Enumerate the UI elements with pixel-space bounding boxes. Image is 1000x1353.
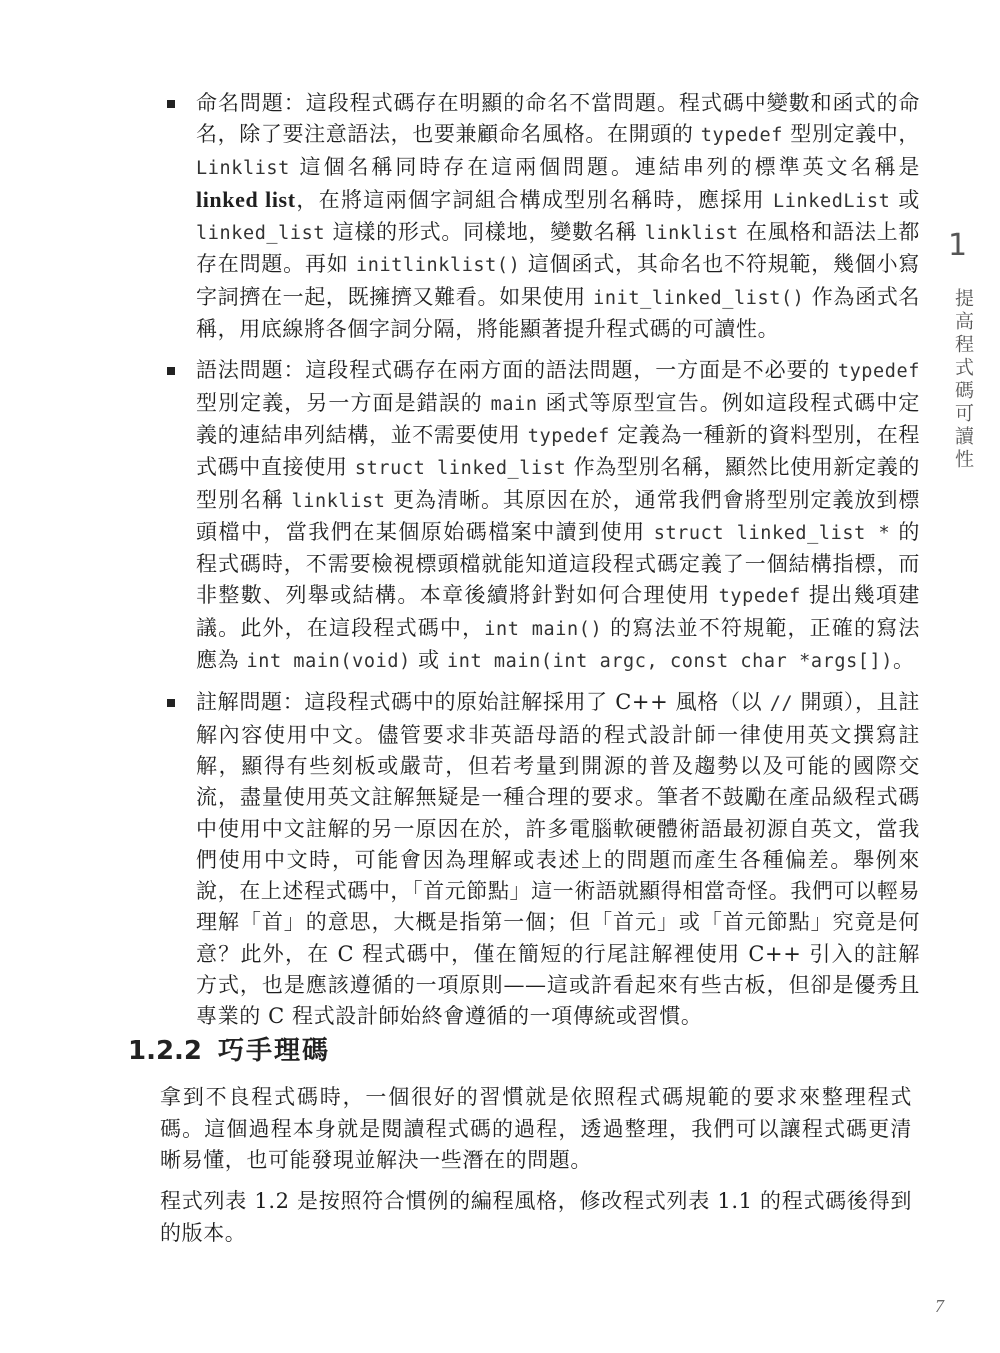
- text-run: 開頭），且註解內容使用中文。儘管要求非英語母語的程式設計師一律使用英文撰寫註解，顯得有些刻板或嚴苛，但若考量到開源的普及趨勢以及可能的國際交流，盡量使用英文註解無疑是一種合理的要求。筆者不鼓勵在產品級程式碼中使用中文註解的另一原因在於，許多電腦軟硬體術語最初源自英文，當我們使用中文時，可能會因為理解或表述上的問題而產生各種偏差。舉例來說，在上述程式碼中，「首元節點」這一術語就顯得相當奇怪。我們可以輕易理解「首」的意思，大概是指第一個；但「首元」或「首元節點」究竟是何意？此外，在 C 程式碼中，僅在簡短的行尾註解裡使用 C++ 引入的註解方式，也是應該遵循的一項原則——這或許看起來有些古板，但卻是優秀且專業的 C 程式設計師始終會遵循的一項傳統或習慣。: [196, 690, 921, 1029]
- text-run: 這個函式，其命名也不符規範，幾個小寫字詞擠在一起，既擁擠又難看。如果使用: [196, 252, 920, 309]
- section-number: 1.2.2: [128, 1036, 203, 1066]
- chapter-tab-number: 1: [948, 228, 968, 263]
- square-bullet-icon: [167, 367, 175, 375]
- bold-term: linked list: [196, 186, 296, 212]
- bullet-text: [196, 355, 920, 677]
- inline-code: int main(int argc, const char *args[]): [446, 651, 894, 673]
- text-run: 作為型別名稱，顯然比使用新定義的型別名稱: [196, 455, 920, 512]
- chapter-tab-title: 提高程式碼可讀性: [952, 288, 974, 472]
- text-run: 註解問題：這段程式碼中的原始註解採用了 C++ 風格（以: [196, 690, 770, 715]
- text-run: 函式等原型宣告。例如這段程式碼中定義的連結串列結構，並不需要使用: [196, 390, 920, 447]
- text-run: 命名問題：這段程式碼存在明顯的命名不當問題。程式碼中變數和函式的命名，除了要注意語法，也要兼顧命名風格。在開頭的: [196, 91, 920, 147]
- body-paragraph: 拿到不良程式碼時，一個很好的習慣就是依照程式碼規範的要求來整理程式碼。這個過程本身就是閱讀程式碼的過程，透過整理，我們可以讓程式碼更清晰易懂，也可能發現並解決一些潛在的問題。: [160, 1085, 912, 1172]
- bullet-text: [196, 88, 920, 345]
- text-run: 或: [410, 648, 447, 673]
- text-run: 提出幾項建議。此外，在這段程式碼中，: [196, 583, 920, 640]
- inline-code: linklist: [291, 490, 386, 512]
- section-title: 巧手理碼: [218, 1036, 331, 1066]
- inline-code: Linklist: [196, 157, 290, 179]
- inline-code: struct linked_list: [354, 458, 567, 480]
- text-run: ，在將這兩個字詞組合構成型別名稱時，應採用: [295, 187, 773, 212]
- inline-code: initlinklist(): [356, 255, 521, 277]
- inline-code: //: [769, 693, 794, 715]
- text-run: 定義為一種新的資料型別，在程式碼中直接使用: [196, 422, 920, 480]
- text-run: 作為函式名稱，用底線將各個字詞分隔，將能顯著提升程式碼的可讀性。: [196, 284, 920, 342]
- page-number: 7: [935, 1296, 944, 1316]
- section-heading: [128, 1030, 330, 1070]
- square-bullet-icon: [167, 699, 175, 707]
- inline-code: main: [490, 393, 538, 415]
- issue-bullet-list: [160, 88, 920, 1043]
- text-run: 型別定義中，: [782, 122, 921, 147]
- bullet-naming-issues: [160, 88, 920, 345]
- bullet-syntax-issues: [160, 355, 920, 677]
- body-paragraph: 程式列表 1.2 是按照符合慣例的編程風格，修改程式列表 1.1 的程式碼後得到的版本。: [160, 1189, 912, 1245]
- square-bullet-icon: [167, 100, 175, 108]
- inline-code: struct linked_list *: [653, 522, 891, 544]
- inline-code: typedef: [527, 425, 610, 447]
- text-run: 這個名稱同時存在這兩個問題。連結串列的標準英文名稱是: [289, 154, 920, 179]
- text-run: 在風格和語法上都存在問題。再如: [196, 220, 920, 277]
- text-run: 。: [893, 648, 915, 673]
- text-run: 的寫法並不符規範，正確的寫法應為: [196, 615, 920, 673]
- inline-code: linklist: [644, 223, 739, 245]
- text-run: 或: [890, 187, 920, 212]
- inline-code: int main(void): [246, 651, 411, 673]
- inline-code: init_linked_list(): [593, 287, 805, 309]
- inline-code: typedef: [700, 125, 783, 147]
- text-run: 這樣的形式。同樣地，變數名稱: [325, 220, 645, 245]
- inline-code: LinkedList: [773, 190, 891, 212]
- text-run: 更為清晰。其原因在於，通常我們會將型別定義放到標頭檔中，當我們在某個原始碼檔案中讀到使用: [196, 487, 920, 544]
- text-run: 型別定義，另一方面是錯誤的: [196, 390, 491, 415]
- text-run: 語法問題：這段程式碼存在兩方面的語法問題，一方面是不必要的: [196, 358, 838, 383]
- inline-code: linked_list: [196, 223, 326, 245]
- bullet-comment-issues: [160, 687, 920, 1032]
- bullet-text: [196, 687, 920, 1032]
- text-run: 的程式碼時，不需要檢視標頭檔就能知道這段程式碼定義了一個結構指標，而非整數、列舉或結構。本章後續將針對如何合理使用: [196, 519, 920, 608]
- inline-code: typedef: [718, 586, 801, 608]
- inline-code: typedef: [837, 361, 920, 383]
- inline-code: int main(): [484, 618, 603, 640]
